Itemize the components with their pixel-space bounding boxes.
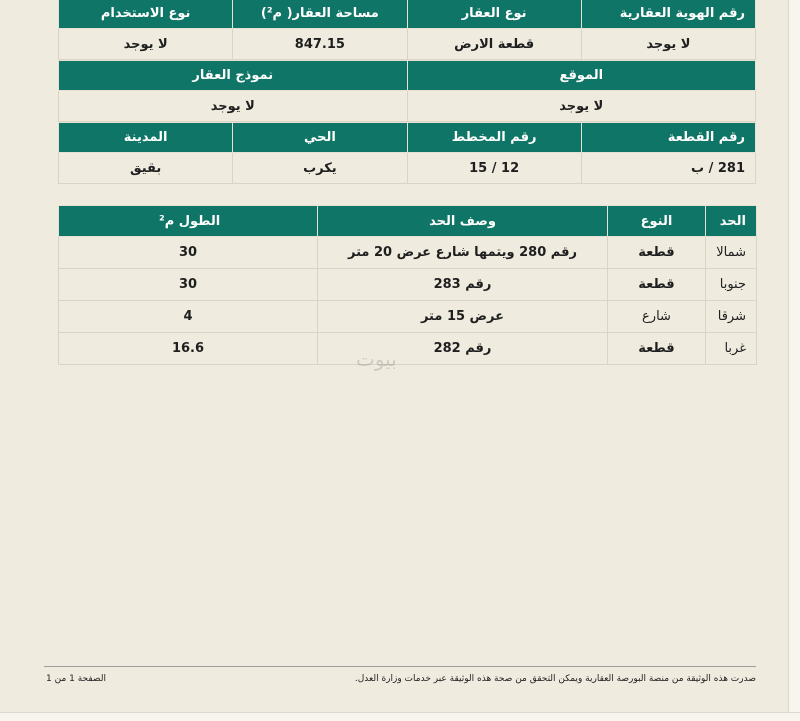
boundary-type: قطعة <box>608 237 706 269</box>
value-plot-number: 281 / ب <box>581 153 755 184</box>
boundary-description: رقم 280 ويتمها شارع عرض 20 متر <box>318 237 608 269</box>
header-property-type: نوع العقار <box>407 0 581 29</box>
boundary-length: 16.6 <box>59 333 318 365</box>
watermark-text: بيوت <box>356 347 397 371</box>
boundary-description: عرض 15 متر <box>318 301 608 333</box>
watermark-logo <box>356 347 397 371</box>
value-usage-type: لا يوجد <box>59 29 233 60</box>
page-bottom-edge <box>0 712 800 721</box>
value-city: بقيق <box>59 153 233 184</box>
header-location: الموقع <box>407 61 756 91</box>
table-row <box>59 237 757 269</box>
boundary-direction: غربا <box>706 333 757 365</box>
boundary-direction: شمالا <box>706 237 757 269</box>
boundary-description: رقم 282 <box>318 333 608 365</box>
table-row <box>59 333 757 365</box>
footer-divider <box>44 666 756 667</box>
header-property-model: نموذج العقار <box>59 61 408 91</box>
boundary-type: قطعة <box>608 333 706 365</box>
table-row <box>59 29 756 60</box>
value-property-area: 847.15 <box>233 29 407 60</box>
value-property-id: لا يوجد <box>581 29 755 60</box>
table-header-row <box>59 0 756 29</box>
boundaries-table <box>58 205 757 365</box>
table-row <box>59 91 756 122</box>
plot-info-table <box>58 122 756 184</box>
table-row <box>59 269 757 301</box>
boundary-direction: شرقا <box>706 301 757 333</box>
value-district: يكرب <box>233 153 407 184</box>
header-city: المدينة <box>59 123 233 153</box>
table-header-row <box>59 206 757 237</box>
value-location: لا يوجد <box>407 91 756 122</box>
table-header-row <box>59 123 756 153</box>
boundary-type: قطعة <box>608 269 706 301</box>
header-plan-number: رقم المخطط <box>407 123 581 153</box>
header-district: الحي <box>233 123 407 153</box>
boundary-direction: جنوبا <box>706 269 757 301</box>
header-length: الطول م² <box>59 206 318 237</box>
boundary-length: 30 <box>59 269 318 301</box>
footer-note: صدرت هذه الوثيقة من منصة البورصة العقارية ويمكن التحقق من صحة هذه الوثيقة عبر خدمات وزارة العدل. <box>354 674 756 684</box>
value-plan-number: 12 / 15 <box>407 153 581 184</box>
header-type: النوع <box>608 206 706 237</box>
page-right-edge <box>788 0 800 721</box>
header-property-id: رقم الهوية العقارية <box>581 0 755 29</box>
boundary-type: شارع <box>608 301 706 333</box>
boundary-description: رقم 283 <box>318 269 608 301</box>
table-row <box>59 153 756 184</box>
header-description: وصف الحد <box>318 206 608 237</box>
boundary-length: 4 <box>59 301 318 333</box>
location-table <box>58 60 756 122</box>
value-property-type: قطعة الارض <box>407 29 581 60</box>
table-row <box>59 301 757 333</box>
property-info-table <box>58 0 756 60</box>
table-header-row <box>59 61 756 91</box>
boundary-length: 30 <box>59 237 318 269</box>
header-property-area: مساحة العقار( م²) <box>233 0 407 29</box>
value-property-model: لا يوجد <box>59 91 408 122</box>
header-plot-number: رقم القطعة <box>581 123 755 153</box>
page-number: الصفحة 1 من 1 <box>46 674 106 684</box>
header-usage-type: نوع الاستخدام <box>59 0 233 29</box>
header-boundary: الحد <box>706 206 757 237</box>
